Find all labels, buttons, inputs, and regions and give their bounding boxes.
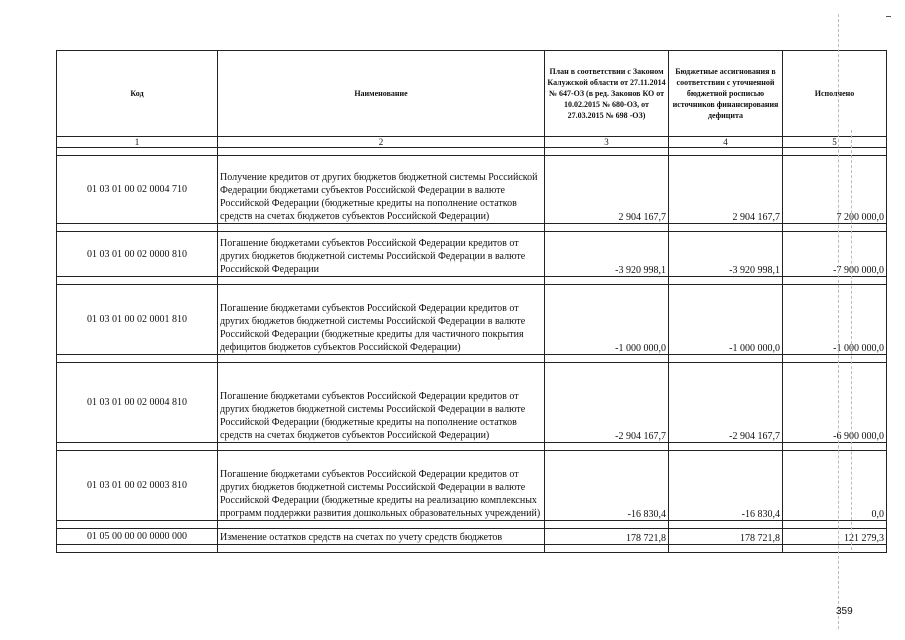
row-plan: 2 904 167,7 [545,156,669,224]
row-executed: 7 200 000,0 [783,156,887,224]
row-code: 01 03 01 00 02 0004 710 [57,156,218,224]
table-row [57,232,887,277]
column-number-row [57,137,887,148]
spacer-row [57,355,887,363]
column-number: 4 [669,137,783,148]
row-name: Погашение бюджетами субъектов Российской Федерации кредитов от других бюджетов бюджетной системы Российской Федерации в валюте Российской Федерации (бюджетные кредиты для частичного покрытия дефицитов бюджетов субъектов Российской Федерации) [218,285,545,355]
row-allocations: -16 830,4 [669,451,783,521]
spacer-row [57,443,887,451]
spacer-row [57,224,887,232]
row-name: Получение кредитов от других бюджетов бюджетной системы Российской Федерации бюджетами субъектов Российской Федерации в валюте Российской Федерации (бюджетные кредиты на пополнение остатков средств на счетах бюджетов субъектов Российской Федерации) [218,156,545,224]
row-plan: -1 000 000,0 [545,285,669,355]
column-number: 5 [783,137,887,148]
row-code: 01 05 00 00 00 0000 000 [57,529,218,545]
row-allocations: -3 920 998,1 [669,232,783,277]
scan-artifact-tick [886,16,891,17]
row-code: 01 03 01 00 02 0000 810 [57,232,218,277]
spacer-row [57,148,887,156]
header-name: Наименование [218,51,545,137]
row-name: Погашение бюджетами субъектов Российской Федерации кредитов от других бюджетов бюджетной системы Российской Федерации в валюте Российской Федерации [218,232,545,277]
row-code: 01 03 01 00 02 0003 810 [57,451,218,521]
spacer-row [57,277,887,285]
header-plan: План в соответствии с Законом Калужской области от 27.11.2014 № 647-ОЗ (в ред. Законов КО от 10.02.2015 № 680-ОЗ, от 27.03.2015 № 698 -ОЗ) [545,51,669,137]
row-plan: -3 920 998,1 [545,232,669,277]
row-executed: -6 900 000,0 [783,363,887,443]
row-name: Изменение остатков средств на счетах по учету средств бюджетов [218,529,545,545]
row-allocations: 178 721,8 [669,529,783,545]
scan-artifact-line [851,130,852,550]
row-code: 01 03 01 00 02 0004 810 [57,363,218,443]
header-executed: Исполнено [783,51,887,137]
table-row [57,451,887,521]
header-row [57,51,887,137]
row-executed: -7 900 000,0 [783,232,887,277]
column-number: 2 [218,137,545,148]
header-code: Код [57,51,218,137]
row-plan: 178 721,8 [545,529,669,545]
budget-table [56,50,887,553]
table-row [57,363,887,443]
table-row [57,529,887,545]
row-plan: -16 830,4 [545,451,669,521]
spacer-row [57,521,887,529]
header-allocations: Бюджетные ассигнования в соответствии с уточненной бюджетной росписью источников финансирования дефицита [669,51,783,137]
table-row [57,156,887,224]
spacer-row [57,545,887,553]
row-plan: -2 904 167,7 [545,363,669,443]
table-row [57,285,887,355]
row-executed: 0,0 [783,451,887,521]
row-allocations: 2 904 167,7 [669,156,783,224]
row-name: Погашение бюджетами субъектов Российской Федерации кредитов от других бюджетов бюджетной системы Российской Федерации в валюте Российской Федерации (бюджетные кредиты на реализацию комплексных программ поддержки развития дошкольных образовательных учреждений) [218,451,545,521]
scan-artifact-line [838,14,839,629]
row-code: 01 03 01 00 02 0001 810 [57,285,218,355]
column-number: 1 [57,137,218,148]
row-executed: 121 279,3 [783,529,887,545]
row-allocations: -1 000 000,0 [669,285,783,355]
page-number: 359 [836,606,853,617]
row-name: Погашение бюджетами субъектов Российской Федерации кредитов от других бюджетов бюджетной системы Российской Федерации в валюте Российской Федерации (бюджетные кредиты на пополнение остатков средств на счетах бюджетов субъектов Российской Федерации) [218,363,545,443]
row-allocations: -2 904 167,7 [669,363,783,443]
row-executed: -1 000 000,0 [783,285,887,355]
column-number: 3 [545,137,669,148]
